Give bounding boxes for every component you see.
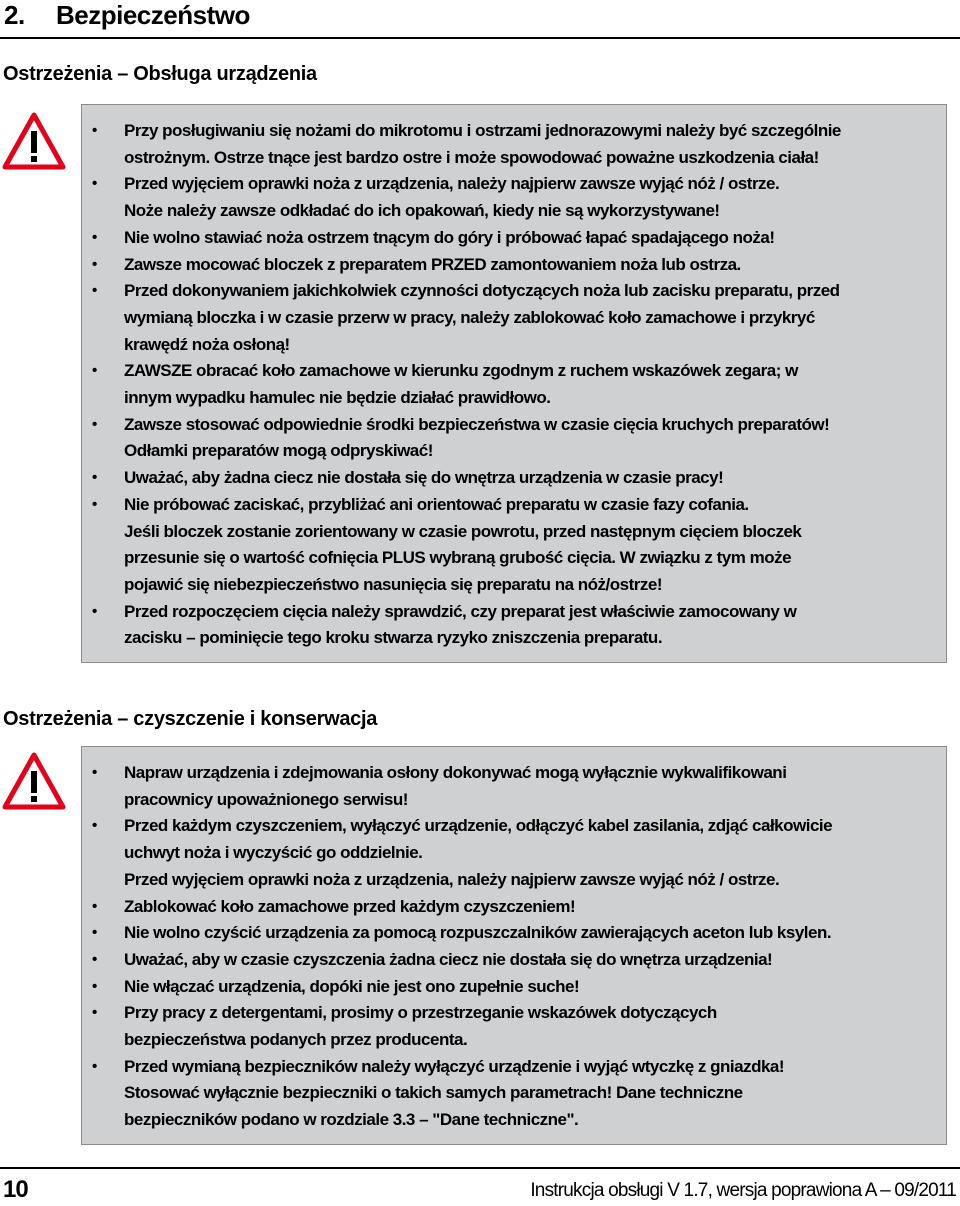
- bullet-icon: •: [92, 897, 97, 915]
- warning-text-line: Jeśli bloczek zostanie zorientowany w czasie powrotu, przed następnym cięciem bloczek: [124, 521, 802, 541]
- warning-text-line: ostrożnym. Ostrze tnące jest bardzo ostre i może spowodować poważne uszkodzenia ciała!: [124, 147, 819, 167]
- warning-text-line: Nie próbować zaciskać, przybliżać ani orientować preparatu w czasie fazy cofania.: [124, 494, 749, 514]
- bullet-icon: •: [92, 817, 97, 835]
- warning-text-line: Odłamki preparatów mogą odpryskiwać!: [124, 441, 433, 461]
- bullet-icon: •: [92, 977, 97, 995]
- warning-triangle-icon: [2, 752, 66, 810]
- warning-item: [92, 599, 936, 652]
- bullet-icon: •: [92, 122, 97, 139]
- warning-item: [92, 813, 936, 893]
- warning-item: [92, 760, 936, 813]
- warning-text-line: krawędź noża osłoną!: [124, 334, 290, 354]
- section-title-operation: Ostrzeżenia – Obsługa urządzenia: [3, 63, 317, 85]
- bullet-icon: •: [92, 282, 97, 300]
- warning-text-line: Przy pracy z detergentami, prosimy o przestrzeganie wskazówek dotyczących: [124, 1003, 717, 1023]
- bullet-icon: •: [92, 175, 97, 193]
- warning-box-cleaning: [81, 746, 947, 1145]
- warning-item: [92, 358, 936, 411]
- bullet-icon: •: [92, 415, 97, 433]
- warning-item: [92, 947, 936, 974]
- warning-item: [92, 894, 936, 921]
- warning-text-line: Uważać, aby żadna ciecz nie dostała się do wnętrza urządzenia w czasie pracy!: [124, 468, 724, 488]
- warning-item: [92, 118, 936, 171]
- footer-text: Instrukcja obsługi V 1.7, wersja poprawiona A – 09/2011: [530, 1180, 956, 1201]
- chapter-title: [4, 0, 250, 31]
- warning-text-line: Stosować wyłącznie bezpieczniki o takich samych parametrach! Dane techniczne: [124, 1083, 743, 1103]
- warning-text-line: zacisku – pominięcie tego kroku stwarza ryzyko zniszczenia preparatu.: [124, 628, 663, 648]
- warning-text-line: pracownicy upoważnionego serwisu!: [124, 789, 408, 809]
- header-rule: [0, 37, 960, 39]
- bullet-icon: •: [92, 469, 97, 487]
- bullet-icon: •: [92, 924, 97, 942]
- warning-item: [92, 1054, 936, 1134]
- chapter-number: 2.: [4, 0, 25, 30]
- bullet-icon: •: [92, 1057, 97, 1075]
- warning-text-line: Zawsze mocować bloczek z preparatem PRZED zamontowaniem noża lub ostrza.: [124, 254, 741, 274]
- section-title-cleaning: Ostrzeżenia – czyszczenie i konserwacja: [3, 708, 378, 730]
- warning-text-line: pojawić się niebezpieczeństwo nasunięcia się preparatu na nóż/ostrze!: [124, 574, 662, 594]
- bullet-icon: •: [92, 602, 97, 620]
- warning-item: [92, 465, 936, 492]
- warning-box-operation: [81, 104, 947, 663]
- warning-text-line: Noże należy zawsze odkładać do ich opakowań, kiedy nie są wykorzystywane!: [124, 201, 720, 221]
- warning-text-line: Nie włączać urządzenia, dopóki nie jest ono zupełnie suche!: [124, 976, 580, 996]
- warning-item: [92, 412, 936, 465]
- warning-text-line: Przed każdym czyszczeniem, wyłączyć urządzenie, odłączyć kabel zasilania, zdjąć całkowicie: [124, 816, 833, 836]
- warning-text-line: Nie wolno stawiać noża ostrzem tnącym do góry i próbować łapać spadającego noża!: [124, 227, 775, 247]
- bullet-icon: •: [92, 362, 97, 380]
- chapter-name: Bezpieczeństwo: [56, 0, 250, 30]
- warning-text-line: Napraw urządzenia i zdejmowania osłony dokonywać mogą wyłącznie wykwalifikowani: [124, 763, 787, 782]
- warning-item: [92, 278, 936, 358]
- warning-text-line: przesunie się o wartość cofnięcia PLUS wybraną grubość cięcia. W związku z tym może: [124, 548, 792, 568]
- warning-text-line: Przed wymianą bezpieczników należy wyłączyć urządzenie i wyjąć wtyczkę z gniazdka!: [124, 1056, 785, 1076]
- warning-item: [92, 225, 936, 252]
- bullet-icon: •: [92, 764, 97, 781]
- page-number: 10: [3, 1176, 28, 1203]
- warning-item: [92, 252, 936, 279]
- warning-list-cleaning: [92, 760, 936, 1134]
- warning-text-line: Zablokować koło zamachowe przed każdym czyszczeniem!: [124, 896, 576, 916]
- warning-text-line: Uważać, aby w czasie czyszczenia żadna ciecz nie dostała się do wnętrza urządzenia!: [124, 949, 773, 969]
- warning-text-line: ZAWSZE obracać koło zamachowe w kierunku zgodnym z ruchem wskazówek zegara; w: [124, 361, 798, 381]
- bullet-icon: •: [92, 255, 97, 273]
- warning-item: [92, 920, 936, 947]
- warning-item: [92, 171, 936, 224]
- warning-text-line: Przy posługiwaniu się nożami do mikrotomu i ostrzami jednorazowymi należy być szczególnie: [124, 121, 841, 140]
- warning-item: [92, 1000, 936, 1053]
- bullet-icon: •: [92, 228, 97, 246]
- warning-triangle-icon: [2, 112, 66, 170]
- warning-item: [92, 974, 936, 1001]
- warning-text-line: Przed wyjęciem oprawki noża z urządzenia, należy najpierw zawsze wyjąć nóż / ostrze.: [124, 174, 780, 194]
- bullet-icon: •: [92, 1004, 97, 1022]
- bullet-icon: •: [92, 495, 97, 513]
- warning-text-line: innym wypadku hamulec nie będzie działać prawidłowo.: [124, 388, 551, 408]
- warning-text-line: Zawsze stosować odpowiednie środki bezpieczeństwa w czasie cięcia kruchych preparatów!: [124, 414, 830, 434]
- footer-rule: [0, 1167, 960, 1169]
- warning-text-line: Nie wolno czyścić urządzenia za pomocą rozpuszczalników zawierających aceton lub ksylen.: [124, 923, 832, 943]
- warning-text-line: bezpieczników podano w rozdziale 3.3 – "Dane techniczne".: [124, 1110, 579, 1130]
- warning-text-line: wymianą bloczka i w czasie przerw w pracy, należy zablokować koło zamachowe i przykryć: [124, 307, 815, 327]
- warning-item: [92, 492, 936, 599]
- bullet-icon: •: [92, 950, 97, 968]
- warning-text-line: Przed dokonywaniem jakichkolwiek czynności dotyczących noża lub zacisku preparatu, przed: [124, 281, 840, 301]
- warning-text-line: uchwyt noża i wyczyścić go oddzielnie.: [124, 843, 423, 863]
- warning-text-line: bezpieczeństwa podanych przez producenta.: [124, 1030, 468, 1050]
- warning-text-line: Przed wyjęciem oprawki noża z urządzenia, należy najpierw zawsze wyjąć nóż / ostrze.: [124, 869, 780, 889]
- warning-text-line: Przed rozpoczęciem cięcia należy sprawdzić, czy preparat jest właściwie zamocowany w: [124, 601, 797, 621]
- warning-list-operation: [92, 118, 936, 652]
